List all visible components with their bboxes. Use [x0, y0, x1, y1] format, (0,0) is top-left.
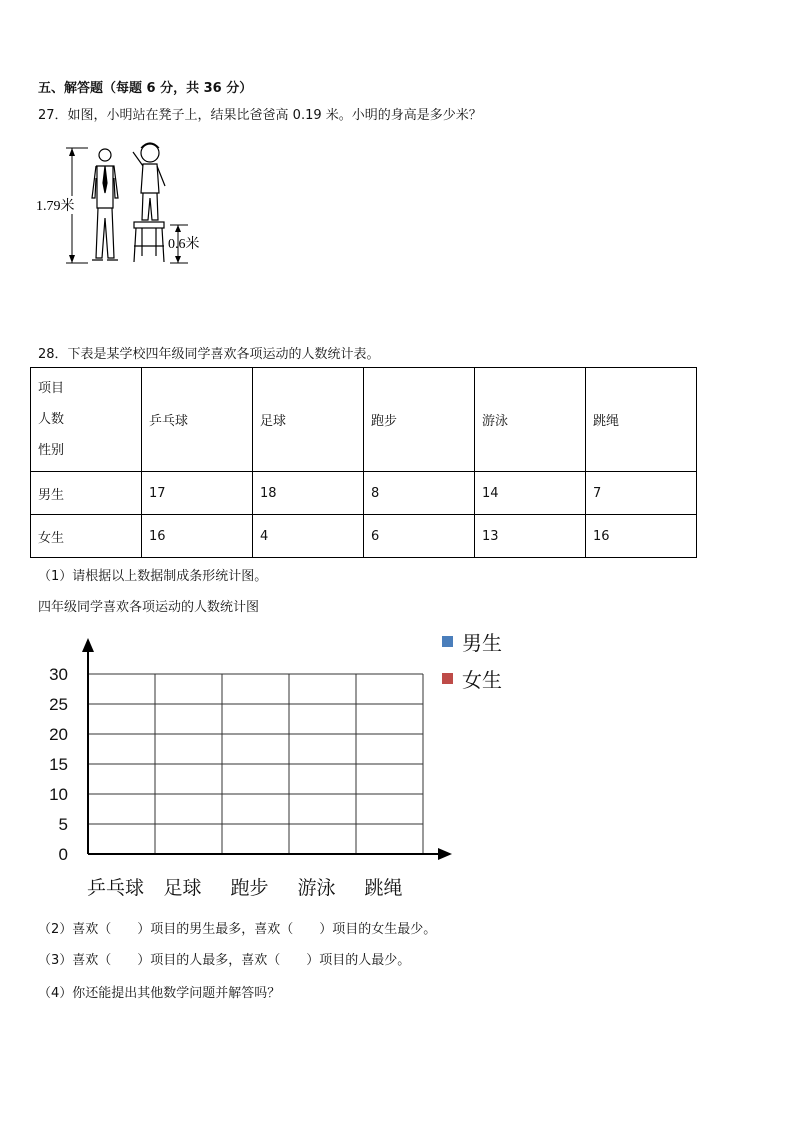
- dad-height-label: 1.79米: [36, 199, 75, 214]
- boy-figure: [133, 143, 165, 220]
- y-tick-label: 15: [49, 755, 68, 774]
- y-tick-label: 5: [58, 815, 68, 834]
- row-label: 女生: [31, 515, 142, 558]
- column-header: 跳绳: [586, 368, 697, 472]
- column-header: 游泳: [475, 368, 586, 472]
- table-cell: 14: [475, 472, 586, 515]
- stool: [134, 222, 164, 262]
- legend-swatch: [442, 636, 453, 647]
- table-cell: 18: [253, 472, 364, 515]
- table-cell: 6: [364, 515, 475, 558]
- table-header-row: [31, 368, 697, 472]
- legend-label: 女生: [462, 668, 502, 692]
- chart-title: 四年级同学喜欢各项运动的人数统计图: [38, 600, 260, 615]
- question-27-text: 27．如图，小明站在凳子上，结果比爸爸高 0.19 米。小明的身高是多少米？: [38, 108, 482, 123]
- bar-chart: [30, 628, 530, 908]
- stool-height-label: 0.6米: [168, 237, 200, 252]
- table-cell: 16: [586, 515, 697, 558]
- corner-label-gender: 性别: [38, 443, 65, 458]
- dad-figure: [92, 149, 118, 260]
- y-tick-label: 20: [49, 725, 68, 744]
- y-axis-arrow: [82, 638, 94, 652]
- x-tick-label: 跳绳: [364, 877, 403, 899]
- table-cell: 17: [142, 472, 253, 515]
- table-cell: 7: [586, 472, 697, 515]
- table-cell: 16: [142, 515, 253, 558]
- corner-label-count: 人数: [38, 412, 65, 427]
- column-header: 乒乓球: [142, 368, 253, 472]
- question-28-text: 28．下表是某学校四年级同学喜欢各项运动的人数统计表。: [38, 347, 380, 362]
- y-tick-label: 25: [49, 695, 68, 714]
- x-tick-label: 跑步: [230, 877, 269, 899]
- column-header: 足球: [253, 368, 364, 472]
- y-tick-label: 0: [58, 845, 68, 864]
- y-tick-label: 10: [49, 785, 68, 804]
- table-cell: 4: [253, 515, 364, 558]
- legend-swatch: [442, 673, 453, 684]
- x-axis-arrow: [438, 848, 452, 860]
- table-corner-header: [31, 368, 142, 472]
- part-1-instruction: （1）请根据以上数据制成条形统计图。: [38, 569, 268, 584]
- part-3-question: （3）喜欢（ ）项目的人最多，喜欢（ ）项目的人最少。: [38, 953, 411, 968]
- x-tick-label: 游泳: [297, 877, 336, 899]
- section-title: 五、解答题（每题 6 分，共 36 分）: [38, 81, 253, 96]
- row-label: 男生: [31, 472, 142, 515]
- corner-label-item: 项目: [38, 381, 65, 396]
- part-2-question: （2）喜欢（ ）项目的男生最多，喜欢（ ）项目的女生最少。: [38, 922, 437, 937]
- y-tick-label: 30: [49, 665, 68, 684]
- table-row: [31, 472, 697, 515]
- part-4-question: （4）你还能提出其他数学问题并解答吗？: [38, 986, 281, 1001]
- table-cell: 8: [364, 472, 475, 515]
- sports-stats-table: [30, 367, 697, 558]
- x-tick-label: 足球: [163, 877, 202, 899]
- x-tick-label: 乒乓球: [86, 877, 145, 899]
- table-row: [31, 515, 697, 558]
- height-figure: [30, 138, 230, 268]
- table-cell: 13: [475, 515, 586, 558]
- legend-label: 男生: [462, 631, 502, 655]
- column-header: 跑步: [364, 368, 475, 472]
